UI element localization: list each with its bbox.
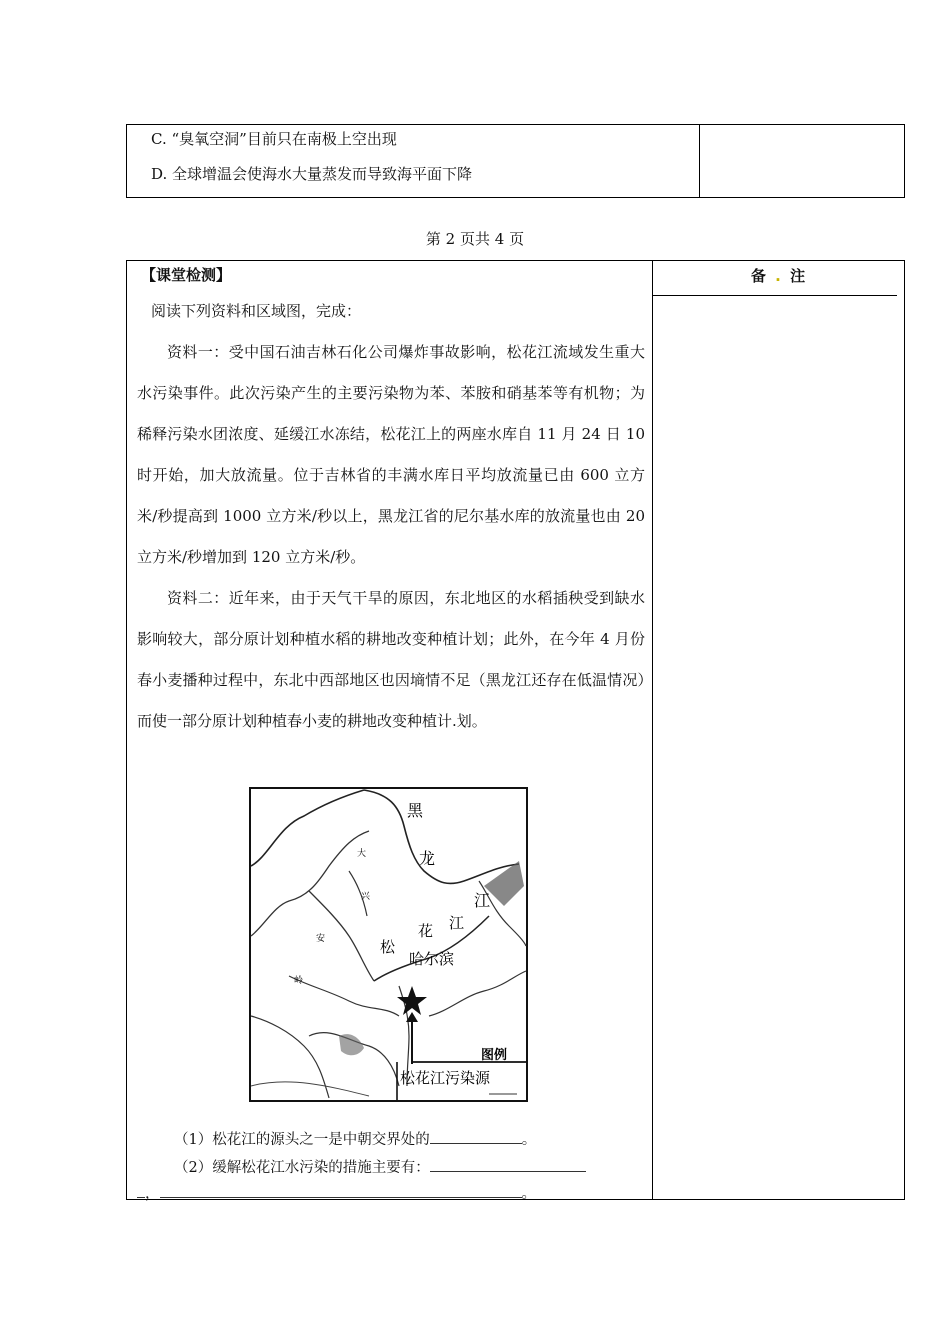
question-2-separator: ，: [145, 1186, 160, 1202]
question-1-end: 。: [521, 1132, 537, 1148]
previous-question-table: [126, 124, 905, 198]
classroom-check-table: [126, 260, 905, 1200]
intro-text: 阅读下列资料和区域图，完成：: [151, 302, 362, 320]
map-label-song: 松: [380, 938, 396, 956]
question-2-answer-blank-1-tail[interactable]: [137, 1197, 145, 1198]
question-2-continued: [137, 1182, 536, 1203]
question-2: [174, 1156, 586, 1177]
table-divider: [699, 125, 700, 197]
reading-passage: [137, 291, 645, 742]
remark-header: [653, 265, 905, 286]
map-label-jiang-2: 江: [449, 914, 465, 932]
option-d: D. 全球增温会使海水大量蒸发而导致海平面下降: [151, 165, 473, 183]
map-label-xing: 兴: [361, 892, 371, 902]
map-label-hua: 花: [418, 922, 434, 940]
remark-header-dot: .: [775, 267, 783, 285]
page-number: 第 2 页共 4 页: [425, 230, 525, 248]
map-label-jiang-1: 江: [474, 891, 491, 910]
option-c: C. “臭氧空洞”目前只在南极上空出现: [151, 130, 397, 148]
remark-header-char-b: 注: [790, 267, 808, 285]
map-label-ling: 岭: [294, 976, 304, 986]
remark-underline: [653, 295, 897, 296]
section-title: 【课堂检测】: [141, 266, 232, 284]
map-label-hei: 黑: [407, 801, 424, 820]
map-label-an: 安: [316, 934, 326, 944]
question-2-answer-blank-2[interactable]: [160, 1197, 522, 1198]
question-2-answer-blank-1[interactable]: [430, 1171, 586, 1172]
question-1: [174, 1128, 536, 1149]
question-1-text: （1）松花江的源头之一是中朝交界处的: [174, 1132, 430, 1148]
material-one: 资料一：受中国石油吉林石化公司爆炸事故影响，松花江流域发生重大水污染事件。此次污染产生的主要污染物为苯、苯胺和硝基苯等有机物；为稀释污染水团浓度、延缓江水冻结，松花江上的两座水库自 11 月 24 日 10 时开始，加大放流量。位于吉林省的丰满水库日平均放流量已由 600 立方米/秒提高到 1000 立方米/秒以上，黑龙江省的尼尔基水库的放流量也由 20 立方米/秒增加到 120 立方米/秒。: [137, 343, 645, 566]
map-label-harbin: 哈尔滨: [409, 950, 455, 968]
songhua-river-map: [249, 786, 529, 1104]
material-two: 资料二：近年来，由于天气干旱的原因，东北地区的水稻插秧受到缺水影响较大，部分原计划种植水稻的耕地改变种植计划；此外，在今年 4 月份春小麦播种过程中，东北中西部地区也因墒情不足（黑龙江还存在低温情况）而使一部分原计划种植春小麦的耕地改变种植计.划。: [137, 589, 645, 730]
table-divider: [652, 261, 653, 1199]
map-legend-title: 图例: [481, 1048, 508, 1063]
question-1-answer-blank[interactable]: [430, 1143, 522, 1144]
map-label-long: 龙: [419, 849, 436, 868]
remark-header-char-a: 备: [750, 267, 768, 285]
map-label-da: 大: [357, 849, 367, 859]
question-2-end: 。: [521, 1186, 536, 1202]
question-2-text: （2）缓解松花江水污染的措施主要有：: [174, 1160, 430, 1176]
map-legend-item: 松花江污染源: [400, 1069, 491, 1087]
